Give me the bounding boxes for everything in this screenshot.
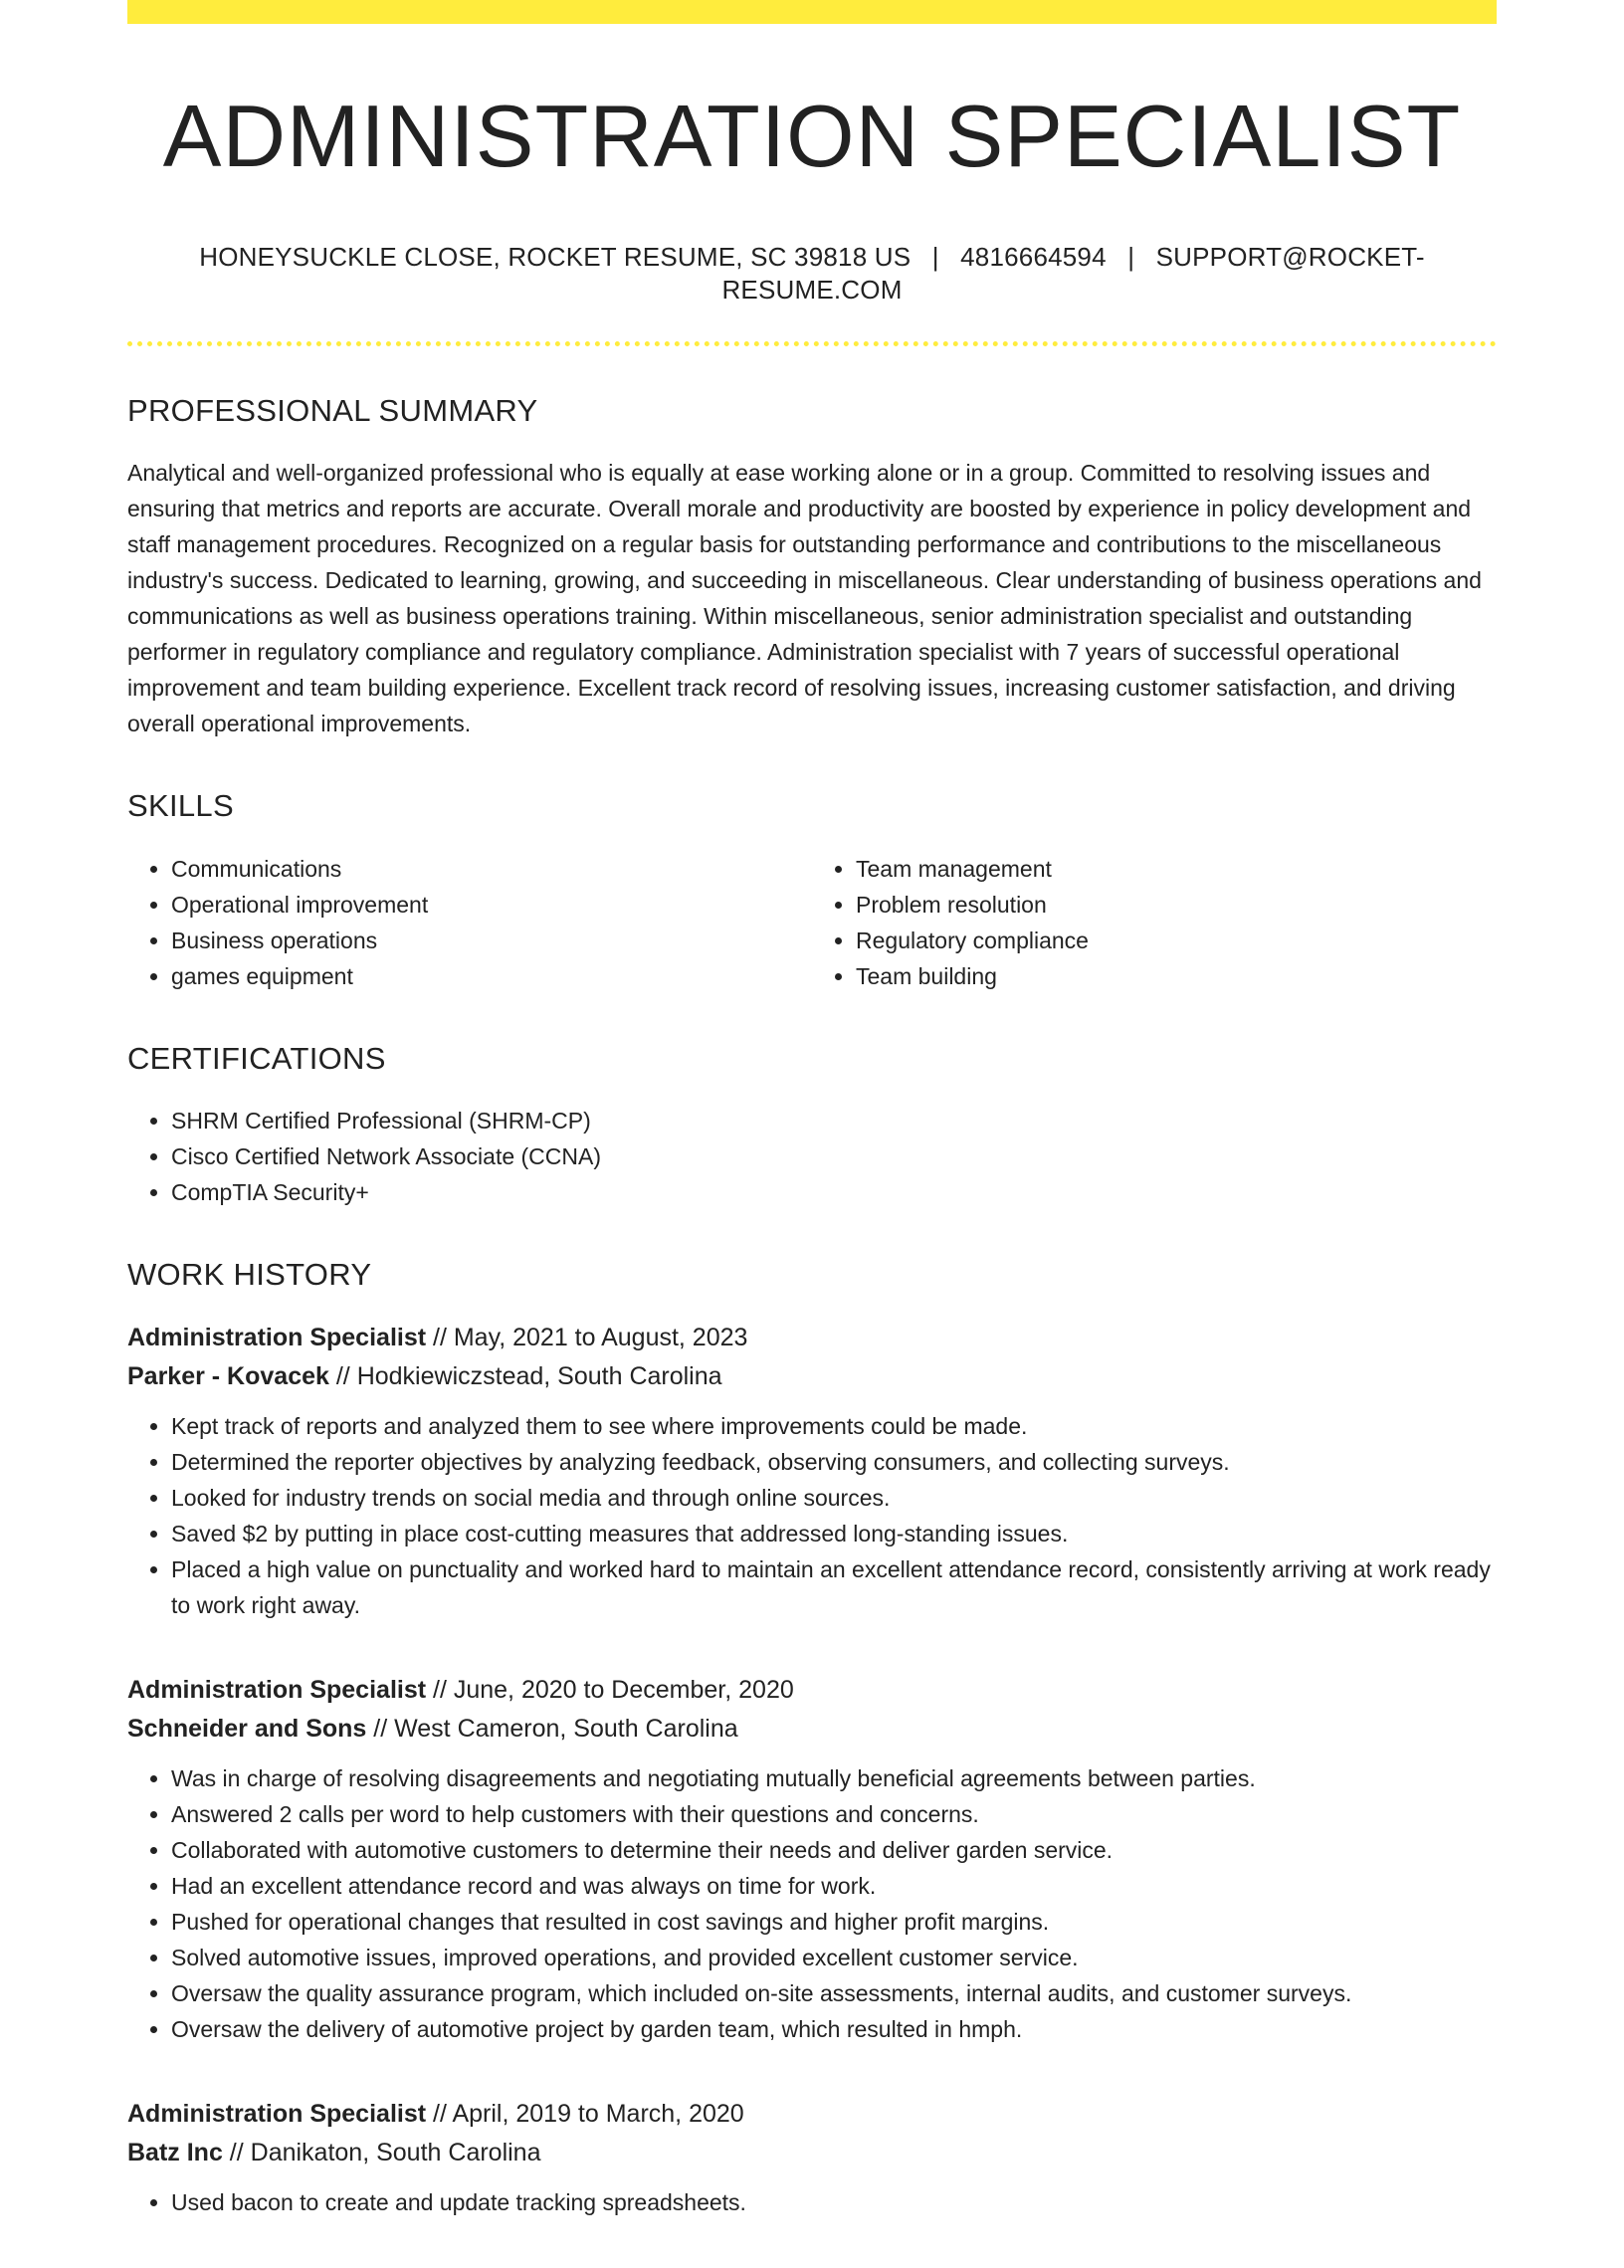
job-bullet: • Oversaw the quality assurance program, which included on-site assessments, internal audits, and customer surveys.	[171, 1975, 1497, 2011]
accent-top-bar	[127, 0, 1497, 24]
job-bullet: • Was in charge of resolving disagreements and negotiating mutually beneficial agreements between parties.	[171, 1760, 1497, 1796]
resume-name: ADMINISTRATION SPECIALIST	[162, 87, 1462, 185]
job-entry	[127, 1319, 1497, 1623]
certification-item: • CompTIA Security+	[171, 1174, 1497, 1210]
job-title-line	[127, 1319, 1497, 1357]
skills-grid	[127, 851, 1497, 994]
section-title-certifications: CERTIFICATIONS	[127, 1040, 386, 1076]
job-dates: // May, 2021 to August, 2023	[426, 1323, 748, 1351]
job-company-line	[127, 1357, 1497, 1396]
job-dates: // April, 2019 to March, 2020	[426, 2099, 744, 2128]
skill-item: • games equipment	[171, 958, 812, 994]
section-title-skills: SKILLS	[127, 788, 234, 824]
certification-item: • Cisco Certified Network Associate (CCNA)	[171, 1138, 1497, 1174]
skill-item: • Communications	[171, 851, 812, 887]
job-bullet: • Solved automotive issues, improved operations, and provided excellent customer service.	[171, 1940, 1497, 1975]
skill-item: • Team management	[856, 851, 1497, 887]
certification-item: • SHRM Certified Professional (SHRM-CP)	[171, 1103, 1497, 1138]
dotted-divider	[127, 341, 1497, 346]
job-role: Administration Specialist	[127, 1323, 427, 1351]
job-bullet: • Collaborated with automotive customers to determine their needs and deliver garden service.	[171, 1832, 1497, 1868]
job-bullet: • Kept track of reports and analyzed them to see where improvements could be made.	[171, 1408, 1497, 1444]
contact-phone[interactable]: 4816664594	[960, 241, 1107, 272]
job-bullet: • Looked for industry trends on social media and through online sources.	[171, 1480, 1497, 1516]
skill-item: • Team building	[856, 958, 1497, 994]
job-bullet: • Saved $2 by putting in place cost-cutting measures that addressed long-standing issues.	[171, 1516, 1497, 1551]
job-bullets	[127, 2184, 1497, 2220]
job-role: Administration Specialist	[127, 2099, 427, 2128]
skill-item: • Regulatory compliance	[856, 923, 1497, 958]
contact-separator: |	[931, 241, 939, 272]
resume-page	[127, 0, 1497, 2268]
section-title-summary: PROFESSIONAL SUMMARY	[127, 393, 538, 429]
skills-list-right	[812, 851, 1497, 994]
job-bullets	[127, 1760, 1497, 2047]
job-role: Administration Specialist	[127, 1675, 427, 1704]
contact-separator: |	[1127, 241, 1135, 272]
summary-text: Analytical and well-organized professional who is equally at ease working alone or in a group. Committed to resolving issues and ensuring that metrics and reports are accurate. Overall morale and productivity are boosted by experience in policy development and staff management procedures. Recognized on a regular basis for outstanding performance and contributions to the miscellaneous industry's success. Dedicated to learning, growing, and succeeding in miscellaneous. Clear understanding of business operations and communications as well as business operations training. Within miscellaneous, senior administration specialist and outstanding performer in regulatory compliance and regulatory compliance. Administration specialist with 7 years of successful operational improvement and team building experience. Excellent track record of resolving issues, increasing customer satisfaction, and driving overall operational improvements.	[127, 460, 1482, 737]
contact-email[interactable]: SUPPORT@ROCKET-RESUME.COM	[721, 241, 1425, 306]
contact-address: HONEYSUCKLE CLOSE, ROCKET RESUME, SC 39818 US	[199, 241, 912, 272]
job-location: // Danikaton, South Carolina	[222, 2138, 541, 2166]
summary-section	[127, 392, 1497, 741]
job-company: Parker - Kovacek	[127, 1361, 329, 1390]
job-bullets	[127, 1408, 1497, 1623]
job-entry	[127, 2095, 1497, 2220]
job-bullet: • Had an excellent attendance record and was always on time for work.	[171, 1868, 1497, 1904]
jobs-container	[127, 1319, 1497, 2220]
contact-line	[127, 241, 1497, 309]
job-bullet: • Used bacon to create and update tracking spreadsheets.	[171, 2184, 1497, 2220]
job-company: Schneider and Sons	[127, 1714, 367, 1743]
job-title-line	[127, 1671, 1497, 1710]
skill-item: • Business operations	[171, 923, 812, 958]
job-bullet: • Determined the reporter objectives by analyzing feedback, observing consumers, and collecting surveys.	[171, 1444, 1497, 1480]
skill-item: • Problem resolution	[856, 887, 1497, 923]
job-bullet: • Placed a high value on punctuality and worked hard to maintain an excellent attendance record, consistently arriving at work ready to work right away.	[171, 1551, 1497, 1623]
work-history-section	[127, 1256, 1497, 2220]
section-title-work-history: WORK HISTORY	[127, 1256, 372, 1292]
certifications-list	[127, 1103, 1497, 1210]
job-company: Batz Inc	[127, 2138, 223, 2166]
certifications-section	[127, 1040, 1497, 1210]
job-company-line	[127, 1710, 1497, 1749]
job-title-line	[127, 2095, 1497, 2134]
job-location: // West Cameron, South Carolina	[366, 1714, 738, 1743]
job-bullet: • Pushed for operational changes that resulted in cost savings and higher profit margins.	[171, 1904, 1497, 1940]
job-dates: // June, 2020 to December, 2020	[426, 1675, 794, 1704]
skills-list-left	[127, 851, 812, 994]
job-entry	[127, 1671, 1497, 2047]
job-bullet: • Oversaw the delivery of automotive project by garden team, which resulted in hmph.	[171, 2011, 1497, 2047]
job-bullet: • Answered 2 calls per word to help customers with their questions and concerns.	[171, 1796, 1497, 1832]
job-company-line	[127, 2134, 1497, 2172]
skill-item: • Operational improvement	[171, 887, 812, 923]
skills-section	[127, 787, 1497, 993]
job-location: // Hodkiewiczstead, South Carolina	[328, 1361, 722, 1390]
